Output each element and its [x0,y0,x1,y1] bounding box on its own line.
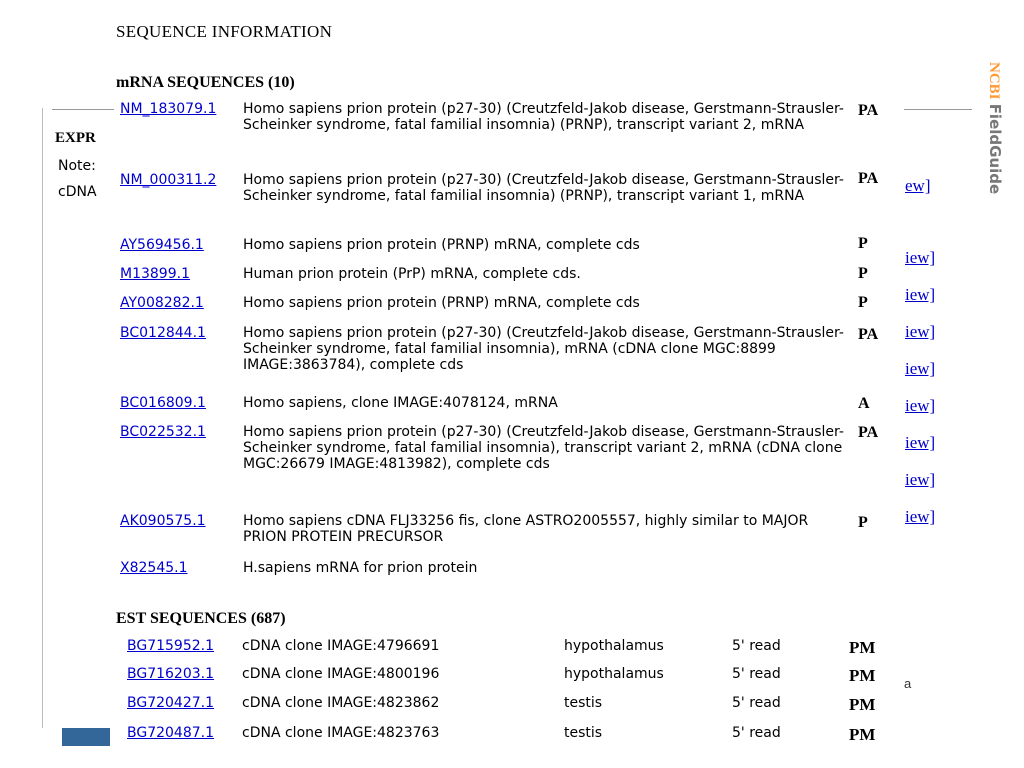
ncbi-logo-text: NCBI [986,62,1002,100]
mrna-accession-link[interactable]: AK090575.1 [120,513,206,529]
est-accession-link[interactable]: BG715952.1 [127,638,215,654]
mrna-heading: mRNA SEQUENCES (10) [116,74,295,91]
est-read: 5' read [732,638,781,654]
divider-right [904,109,972,110]
mrna-description: Homo sapiens cDNA FLJ33256 fis, clone ASTRO2005557, highly similar to MAJOR PRION PROTEIN PRECURSOR [243,513,809,545]
est-code: PM [849,695,876,714]
mrna-code: PA [858,170,879,187]
mrna-accession-link[interactable]: X82545.1 [120,560,188,576]
mrna-code: P [858,294,868,311]
mrna-description: Homo sapiens prion protein (PRNP) mRNA, complete cds [243,295,640,311]
est-accession-link[interactable]: BG720427.1 [127,695,215,711]
view-link[interactable]: iew] [905,285,936,304]
cdna-label: cDNA [58,184,97,200]
est-read: 5' read [732,725,781,741]
mrna-description: Homo sapiens prion protein (p27-30) (Creutzfeld-Jakob disease, Gerstmann-Strausler-Scheinker syndrome, fatal familial insomnia), transcript variant 2, mRNA (cDNA clone MGC:26679 IMAGE:4813982), complete cds [243,424,844,472]
view-link[interactable]: ew] [905,176,931,195]
est-read: 5' read [732,666,781,682]
page-left-border [42,108,43,728]
fieldguide-logo-text: FieldGuide [986,103,1004,195]
mrna-code: PA [858,102,879,119]
est-read: 5' read [732,695,781,711]
view-link[interactable]: iew] [905,322,936,341]
note-label: Note: [58,158,96,174]
mrna-accession-link[interactable]: BC022532.1 [120,424,206,440]
est-code: PM [849,666,876,685]
est-tissue: testis [564,695,603,711]
est-description: cDNA clone IMAGE:4823862 [242,695,440,711]
view-link[interactable]: iew] [905,248,936,267]
est-accession-link[interactable]: BG720487.1 [127,725,215,741]
mrna-description: Homo sapiens prion protein (p27-30) (Creutzfeld-Jakob disease, Gerstmann-Strausler-Scheinker syndrome, fatal familial insomnia), mRNA (cDNA clone MGC:8899 IMAGE:3863784), complete cds [243,325,844,373]
mrna-description: Homo sapiens prion protein (PRNP) mRNA, complete cds [243,237,640,253]
est-description: cDNA clone IMAGE:4800196 [242,666,440,682]
mrna-description: H.sapiens mRNA for prion protein [243,560,478,576]
mrna-description: Homo sapiens prion protein (p27-30) (Creutzfeld-Jakob disease, Gerstmann-Strausler-Scheinker syndrome, fatal familial insomnia) (PRNP), transcript variant 1, mRNA [243,172,844,204]
est-heading: EST SEQUENCES (687) [116,610,286,627]
mrna-code: P [858,235,868,252]
mrna-accession-link[interactable]: AY008282.1 [120,295,204,311]
est-code: PM [849,638,876,657]
view-link[interactable]: iew] [905,507,936,526]
stray-text: a [904,676,912,691]
expression-heading: EXPR [55,130,96,146]
view-link[interactable]: iew] [905,433,936,452]
est-tissue: hypothalamus [564,638,664,654]
mrna-code: PA [858,326,879,343]
mrna-description: Human prion protein (PrP) mRNA, complete cds. [243,266,581,282]
mrna-accession-link[interactable]: NM_000311.2 [120,172,217,188]
mrna-description: Homo sapiens, clone IMAGE:4078124, mRNA [243,395,558,411]
ncbi-fieldguide-logo [982,62,1012,242]
mrna-code: A [858,395,870,412]
est-tissue: hypothalamus [564,666,664,682]
view-link[interactable]: iew] [905,396,936,415]
view-link[interactable]: iew] [905,359,936,378]
footer-bar [62,728,110,746]
est-tissue: testis [564,725,603,741]
sequence-info-title: SEQUENCE INFORMATION [116,22,333,41]
view-link[interactable]: iew] [905,470,936,489]
divider-left [52,109,114,110]
mrna-accession-link[interactable]: BC016809.1 [120,395,206,411]
mrna-accession-link[interactable]: M13899.1 [120,266,190,282]
est-description: cDNA clone IMAGE:4823763 [242,725,440,741]
mrna-description: Homo sapiens prion protein (p27-30) (Creutzfeld-Jakob disease, Gerstmann-Strausler-Scheinker syndrome, fatal familial insomnia) (PRNP), transcript variant 2, mRNA [243,101,844,133]
mrna-accession-link[interactable]: BC012844.1 [120,325,206,341]
mrna-code: PA [858,424,879,441]
est-description: cDNA clone IMAGE:4796691 [242,638,440,654]
est-accession-link[interactable]: BG716203.1 [127,666,215,682]
mrna-code: P [858,265,868,282]
mrna-accession-link[interactable]: AY569456.1 [120,237,204,253]
est-code: PM [849,725,876,744]
mrna-code: P [858,514,868,531]
mrna-accession-link[interactable]: NM_183079.1 [120,101,217,117]
